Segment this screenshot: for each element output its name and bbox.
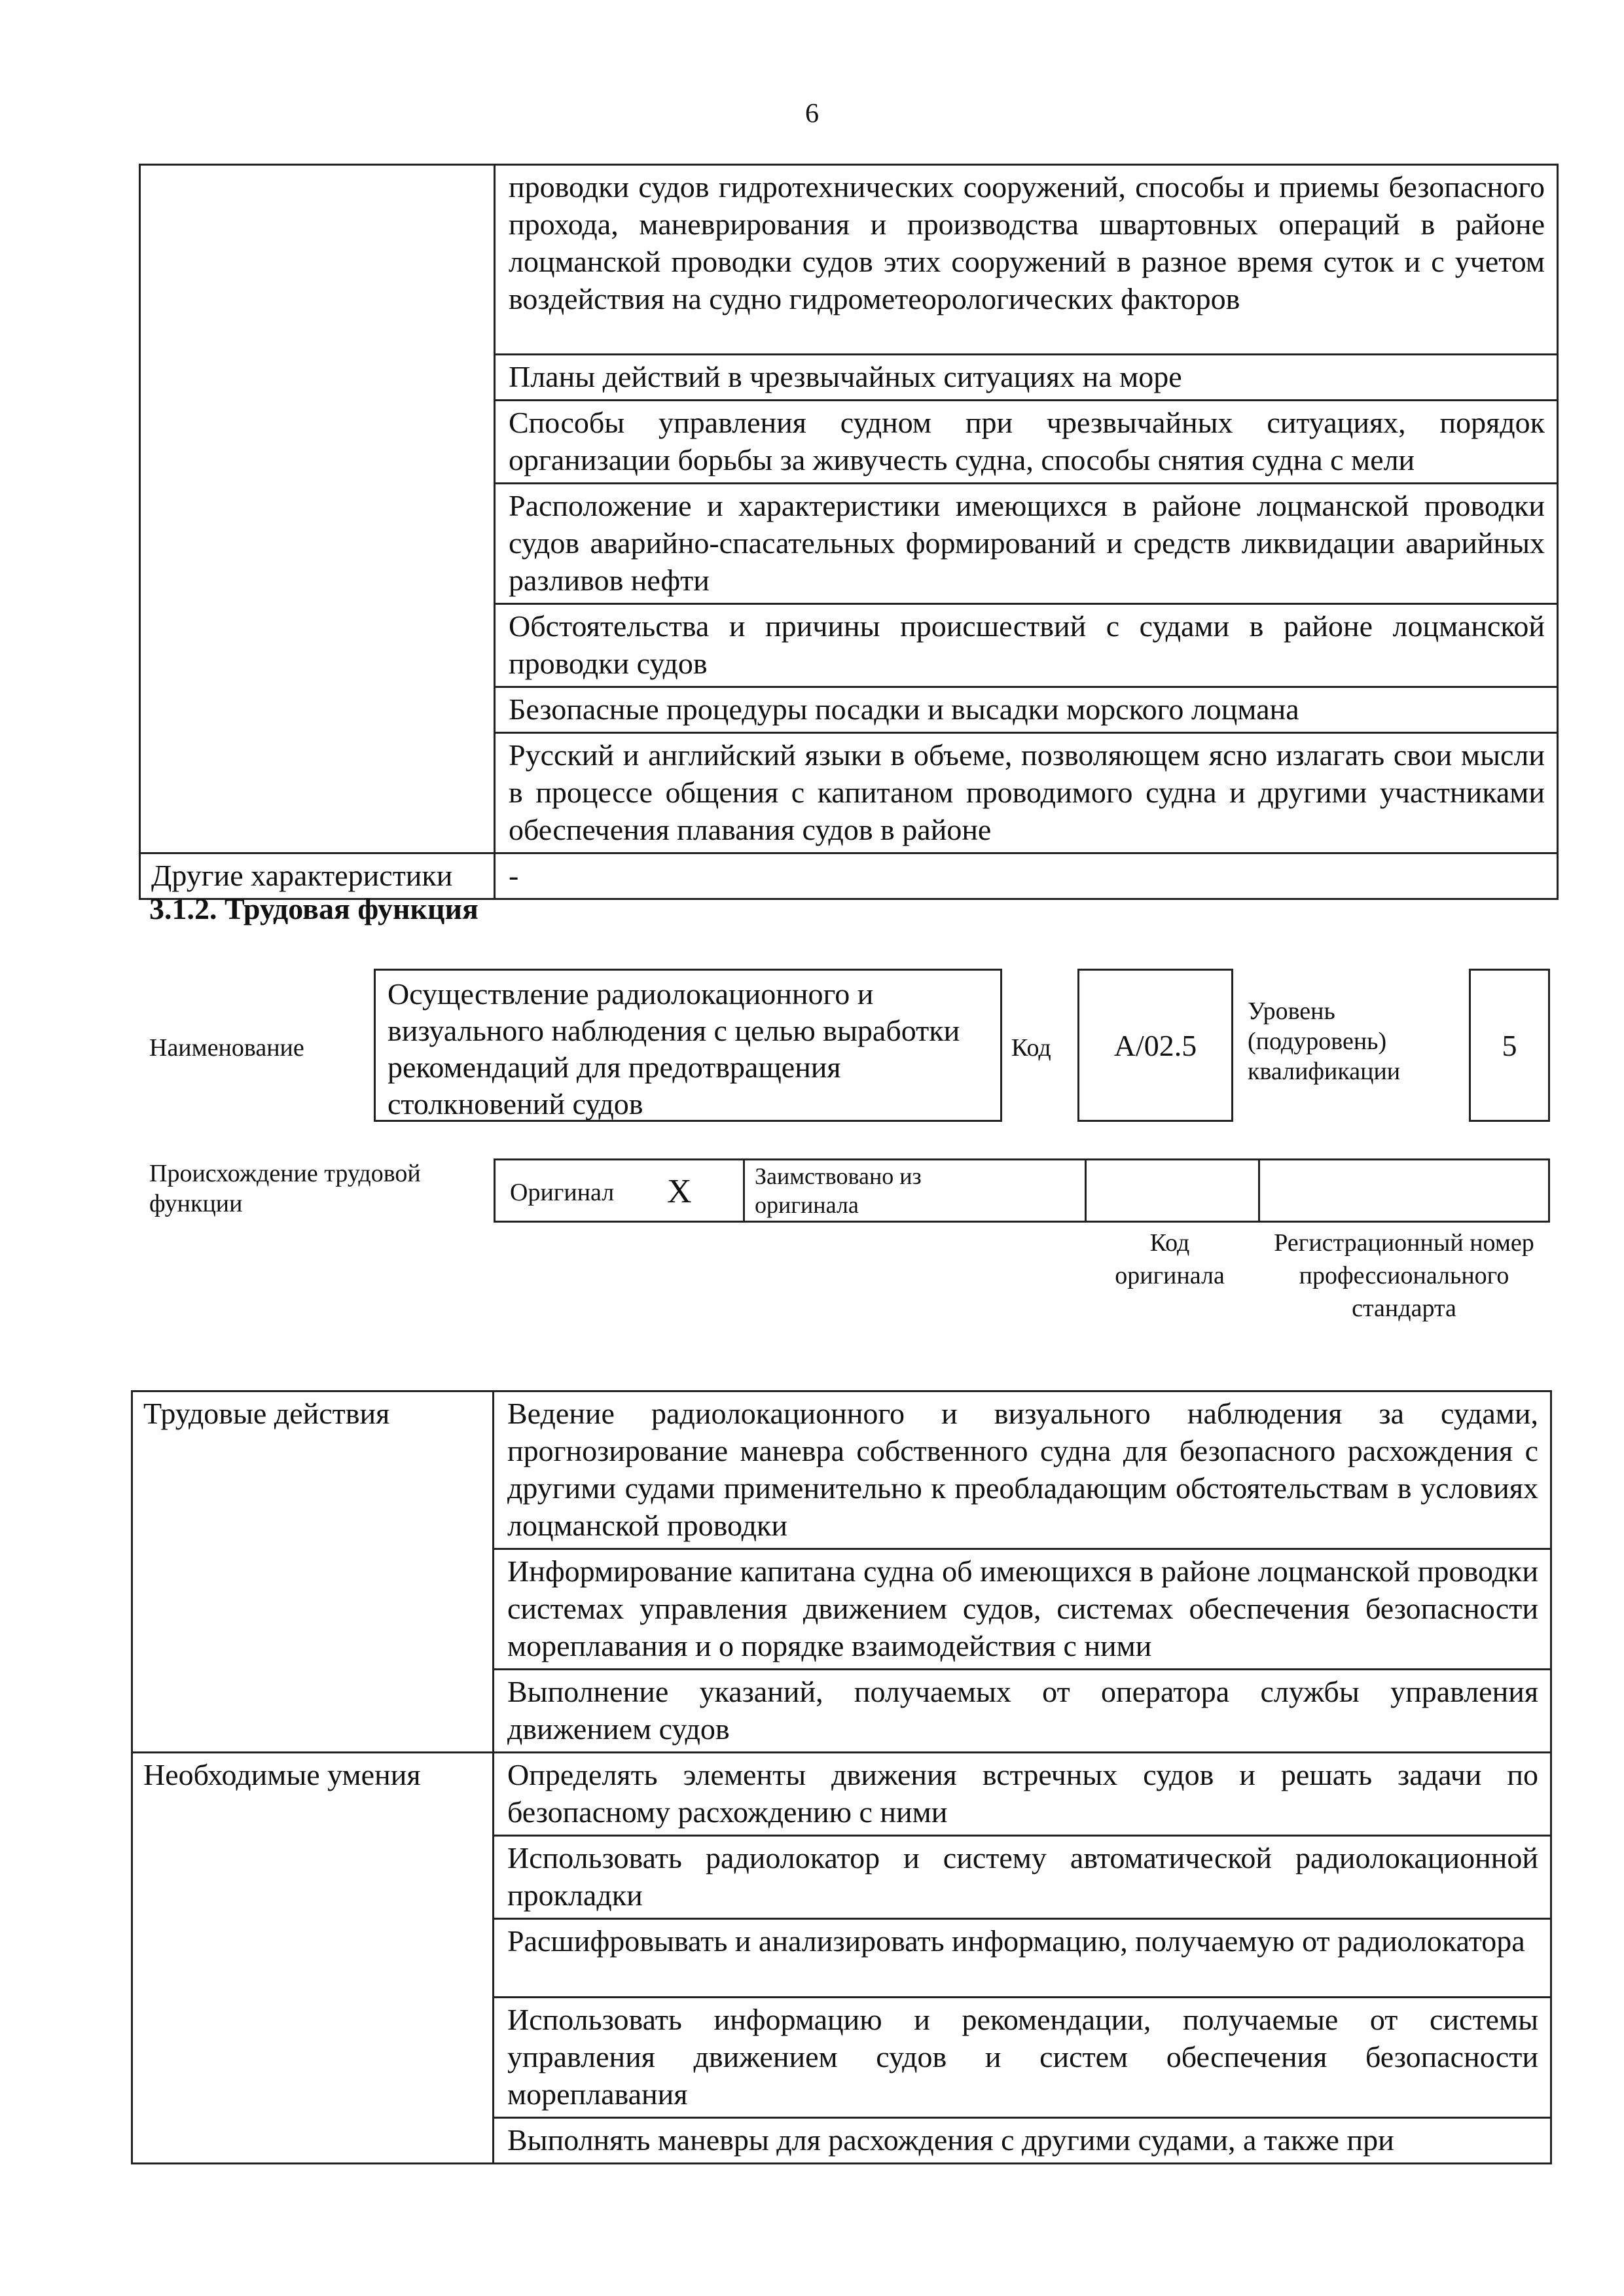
table-cell: Ведение радиолокационного и визуального наблюдения за судами, прогнозирование маневра собственного судна для безопасного расхождения с другими судами применительно к преобладающим обстоятельствам в условиях лоцманской проводки — [507, 1397, 1538, 1542]
origin-label: Происхождение трудовой функции — [149, 1160, 421, 1217]
table-cell: Использовать радиолокатор и систему автоматической радиолокационной прокладки — [507, 1841, 1538, 1912]
table-cell: Определять элементы движения встречных судов и решать задачи по безопасному расхождению с ними — [507, 1758, 1538, 1829]
other-characteristics-label: Другие характеристики — [151, 859, 453, 892]
table-cell: Планы действий в чрезвычайных ситуациях на море — [509, 360, 1182, 393]
top-table-body — [140, 165, 1558, 899]
table-row — [140, 165, 1558, 355]
table-cell: Информирование капитана судна об имеющихся в районе лоцманской проводки системах управления движением судов, системах обеспечения безопасности мореплавания и о порядке взаимодействия с ними — [507, 1554, 1538, 1662]
code-value: A/02.5 — [1113, 1028, 1197, 1062]
table-cell: Расшифровывать и анализировать информацию, получаемую от радиолокатора — [507, 1924, 1525, 1958]
level-value: 5 — [1502, 1028, 1517, 1062]
reg-caption: Регистрационный номер профессионального стандарта — [1274, 1229, 1534, 1322]
code-value-box — [1077, 969, 1233, 1122]
labor-actions-label: Трудовые действия — [143, 1397, 390, 1430]
table-cell: Обстоятельства и причины происшествий с судами в районе лоцманской проводки судов — [509, 609, 1545, 680]
origin-divider-2 — [1085, 1160, 1087, 1221]
level-label: Уровень (подуровень) квалификации — [1248, 997, 1401, 1085]
table-row — [132, 1391, 1551, 1549]
origin-divider-1 — [743, 1160, 745, 1221]
name-label: Наименование — [149, 1034, 304, 1062]
borrowed-label: Заимствовано из оригинала — [755, 1163, 922, 1218]
other-characteristics-value: - — [509, 859, 519, 892]
required-skills-label: Необходимые умения — [143, 1758, 421, 1791]
table-cell: Безопасные процедуры посадки и высадки морского лоцмана — [509, 692, 1299, 726]
table-cell: Выполнение указаний, получаемых от оператора службы управления движением судов — [507, 1675, 1538, 1746]
table-cell: Русский и английский языки в объеме, позволяющем ясно излагать свои мысли в процессе общения с капитаном проводимого судна и другими участниками обеспечения плавания судов в районе — [509, 738, 1545, 846]
table-cell: Использовать информацию и рекомендации, получаемые от системы управления движением судов и систем обеспечения безопасности мореплавания — [507, 2003, 1538, 2111]
section-heading: 3.1.2. Трудовая функция — [149, 892, 478, 925]
bottom-table — [131, 1390, 1552, 2164]
table-cell: проводки судов гидротехнических сооружений, способы и приемы безопасного прохода, маневрирования и производства швартовных операций в районе лоцманской проводки судов этих сооружений в разное время суток и с учетом воздействия на судно гидрометеорологических факторов — [509, 170, 1545, 315]
name-value: Осуществление радиолокационного и визуального наблюдения с целью выработки рекомендаций для предотвращения столкновений судов — [388, 977, 960, 1121]
origin-table — [494, 1158, 1550, 1223]
top-table — [139, 164, 1559, 900]
origin-divider-3 — [1258, 1160, 1260, 1221]
page-number: 6 — [805, 99, 819, 129]
code-label: Код — [1011, 1034, 1051, 1062]
table-left-cell-empty — [140, 165, 495, 853]
table-cell: Выполнять маневры для расхождения с другими судами, а также при — [507, 2123, 1394, 2157]
code-caption: Код оригинала — [1115, 1229, 1225, 1289]
original-mark: X — [667, 1173, 692, 1210]
table-cell: Расположение и характеристики имеющихся в районе лоцманской проводки судов аварийно-спасательных формирований и средств ликвидации аварийных разливов нефти — [509, 489, 1545, 597]
level-value-box — [1469, 969, 1550, 1122]
name-value-box — [374, 969, 1002, 1122]
original-label: Оригинал — [510, 1179, 615, 1206]
table-cell: Способы управления судном при чрезвычайных ситуациях, порядок организации борьбы за живучесть судна, способы снятия судна с мели — [509, 406, 1545, 476]
bottom-table-body — [132, 1391, 1551, 2164]
table-row — [132, 1753, 1551, 1836]
